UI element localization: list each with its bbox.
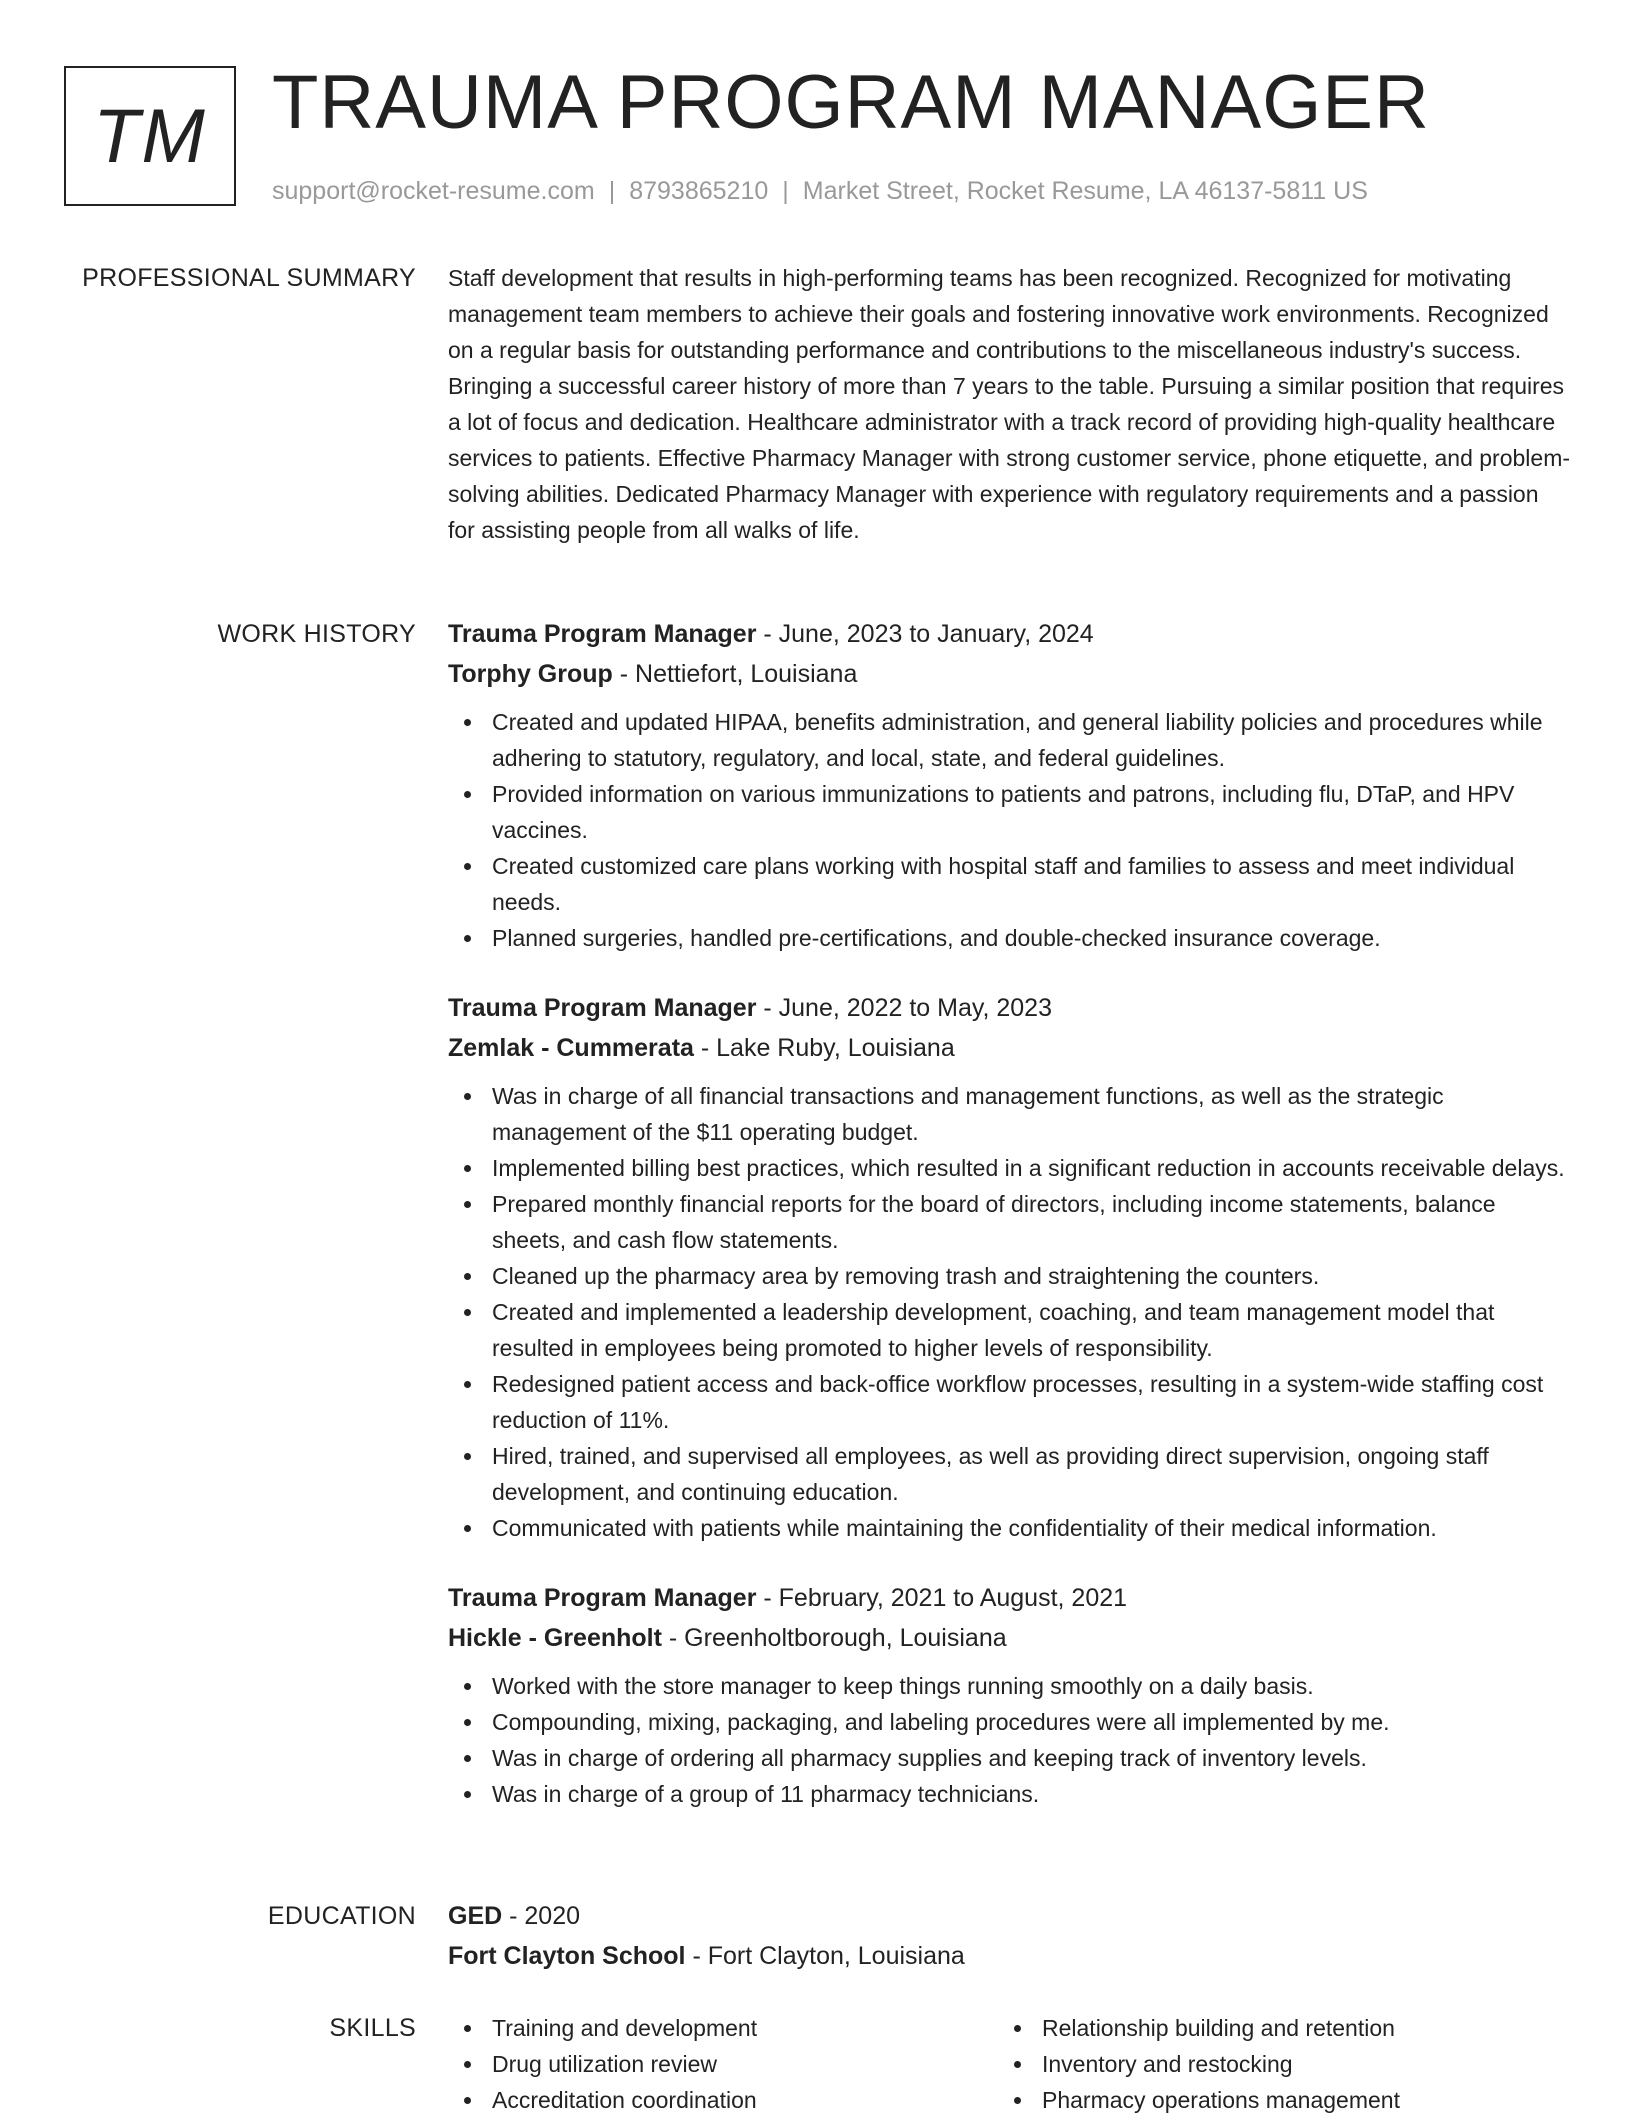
skill-item: Drug utilization review [448, 2046, 998, 2082]
job-entry [448, 1578, 1570, 1812]
bullet-item: Created and implemented a leadership development, coaching, and team management model that resulted in employees being promoted to higher levels of responsibility. [448, 1294, 1570, 1366]
skills-column-right [998, 2010, 1548, 2118]
contact-email[interactable]: support@rocket-resume.com [272, 177, 595, 205]
bullet-item: Compounding, mixing, packaging, and labeling procedures were all implemented by me. [448, 1704, 1570, 1740]
job-title-line [448, 988, 1570, 1028]
skill-item: Inventory and restocking [998, 2046, 1548, 2082]
monogram-logo: TM [64, 66, 236, 206]
job-title: Trauma Program Manager [448, 994, 757, 1022]
job-dates: - June, 2023 to January, 2024 [756, 620, 1094, 648]
job-location: - Lake Ruby, Louisiana [693, 1034, 955, 1062]
education-year: - 2020 [502, 1902, 581, 1930]
bullet-item: Redesigned patient access and back-office workflow processes, resulting in a system-wide staffing cost reduction of 11%. [448, 1366, 1570, 1438]
section-label-work-history: WORK HISTORY [217, 620, 416, 648]
bullet-item: Implemented billing best practices, which resulted in a significant reduction in accounts receivable delays. [448, 1150, 1570, 1186]
bullet-item: Provided information on various immunizations to patients and patrons, including flu, DTaP, and HPV vaccines. [448, 776, 1570, 848]
job-location: - Nettiefort, Louisiana [612, 660, 858, 688]
bullet-item: Hired, trained, and supervised all employees, as well as providing direct supervision, ongoing staff development, and continuing education. [448, 1438, 1570, 1510]
job-title-line [448, 614, 1570, 654]
job-bullets [448, 704, 1570, 956]
job-title-line [448, 1578, 1570, 1618]
skill-item: Relationship building and retention [998, 2010, 1548, 2046]
bullet-item: Created customized care plans working with hospital staff and families to assess and meet individual needs. [448, 848, 1570, 920]
job-title: Trauma Program Manager [448, 620, 757, 648]
contact-line [272, 174, 1368, 208]
skills-column-left [448, 2010, 998, 2118]
skill-item: Training and development [448, 2010, 998, 2046]
bullet-item: Communicated with patients while maintaining the confidentiality of their medical information. [448, 1510, 1570, 1546]
job-company: Zemlak - Cummerata [448, 1034, 694, 1062]
section-label-education: EDUCATION [267, 1902, 416, 1930]
jobs-list [448, 614, 1570, 1844]
contact-phone[interactable]: 8793865210 [629, 177, 769, 205]
job-company-line [448, 654, 1570, 694]
education-school-line [448, 1936, 1570, 1976]
summary-text: Staff development that results in high-performing teams has been recognized. Recognized for motivating management team members to achieve their goals and fostering innovative work environments. Recognized on a regular basis for outstanding performance and contributions to the miscellaneous industry's success. Bringing a successful career history of more than 7 years to the table. Pursuing a similar position that requires a lot of focus and dedication. Healthcare administrator with a track record of providing high-quality healthcare services to patients. Effective Pharmacy Manager with strong customer service, phone etiquette, and problem-solving abilities. Dedicated Pharmacy Manager with experience with regulatory requirements and a passion for assisting people from all walks of life. [448, 265, 1571, 543]
job-title: Trauma Program Manager [448, 1584, 757, 1612]
job-company: Torphy Group [448, 660, 613, 688]
contact-separator: | [782, 177, 789, 205]
candidate-title: TRAUMA PROGRAM MANAGER [272, 60, 1430, 145]
bullet-item: Was in charge of ordering all pharmacy supplies and keeping track of inventory levels. [448, 1740, 1570, 1776]
bullet-item: Cleaned up the pharmacy area by removing trash and straightening the counters. [448, 1258, 1570, 1294]
job-location: - Greenholtborough, Louisiana [661, 1624, 1007, 1652]
job-company: Hickle - Greenholt [448, 1624, 662, 1652]
skill-item: Pharmacy operations management [998, 2082, 1548, 2118]
job-entry [448, 614, 1570, 956]
contact-address: Market Street, Rocket Resume, LA 46137-5811 US [802, 177, 1368, 205]
section-label-skills: SKILLS [329, 2014, 416, 2042]
job-company-line [448, 1618, 1570, 1658]
section-label-summary: PROFESSIONAL SUMMARY [82, 264, 416, 292]
education-degree-line [448, 1896, 1570, 1936]
education-school: Fort Clayton School [448, 1942, 686, 1970]
bullet-item: Was in charge of all financial transactions and management functions, as well as the strategic management of the $11 operating budget. [448, 1078, 1570, 1150]
bullet-item: Prepared monthly financial reports for the board of directors, including income statements, balance sheets, and cash flow statements. [448, 1186, 1570, 1258]
job-entry [448, 988, 1570, 1546]
skill-item: Accreditation coordination [448, 2082, 998, 2118]
skills-grid [448, 2010, 1570, 2118]
bullet-item: Planned surgeries, handled pre-certifications, and double-checked insurance coverage. [448, 920, 1570, 956]
bullet-item: Created and updated HIPAA, benefits administration, and general liability policies and procedures while adhering to statutory, regulatory, and local, state, and federal guidelines. [448, 704, 1570, 776]
job-dates: - June, 2022 to May, 2023 [756, 994, 1052, 1022]
job-dates: - February, 2021 to August, 2021 [756, 1584, 1128, 1612]
education-location: - Fort Clayton, Louisiana [685, 1942, 965, 1970]
job-bullets [448, 1668, 1570, 1812]
bullet-item: Worked with the store manager to keep things running smoothly on a daily basis. [448, 1668, 1570, 1704]
job-company-line [448, 1028, 1570, 1068]
bullet-item: Was in charge of a group of 11 pharmacy technicians. [448, 1776, 1570, 1812]
contact-separator: | [608, 177, 616, 205]
job-bullets [448, 1078, 1570, 1546]
education-degree: GED [448, 1902, 503, 1930]
